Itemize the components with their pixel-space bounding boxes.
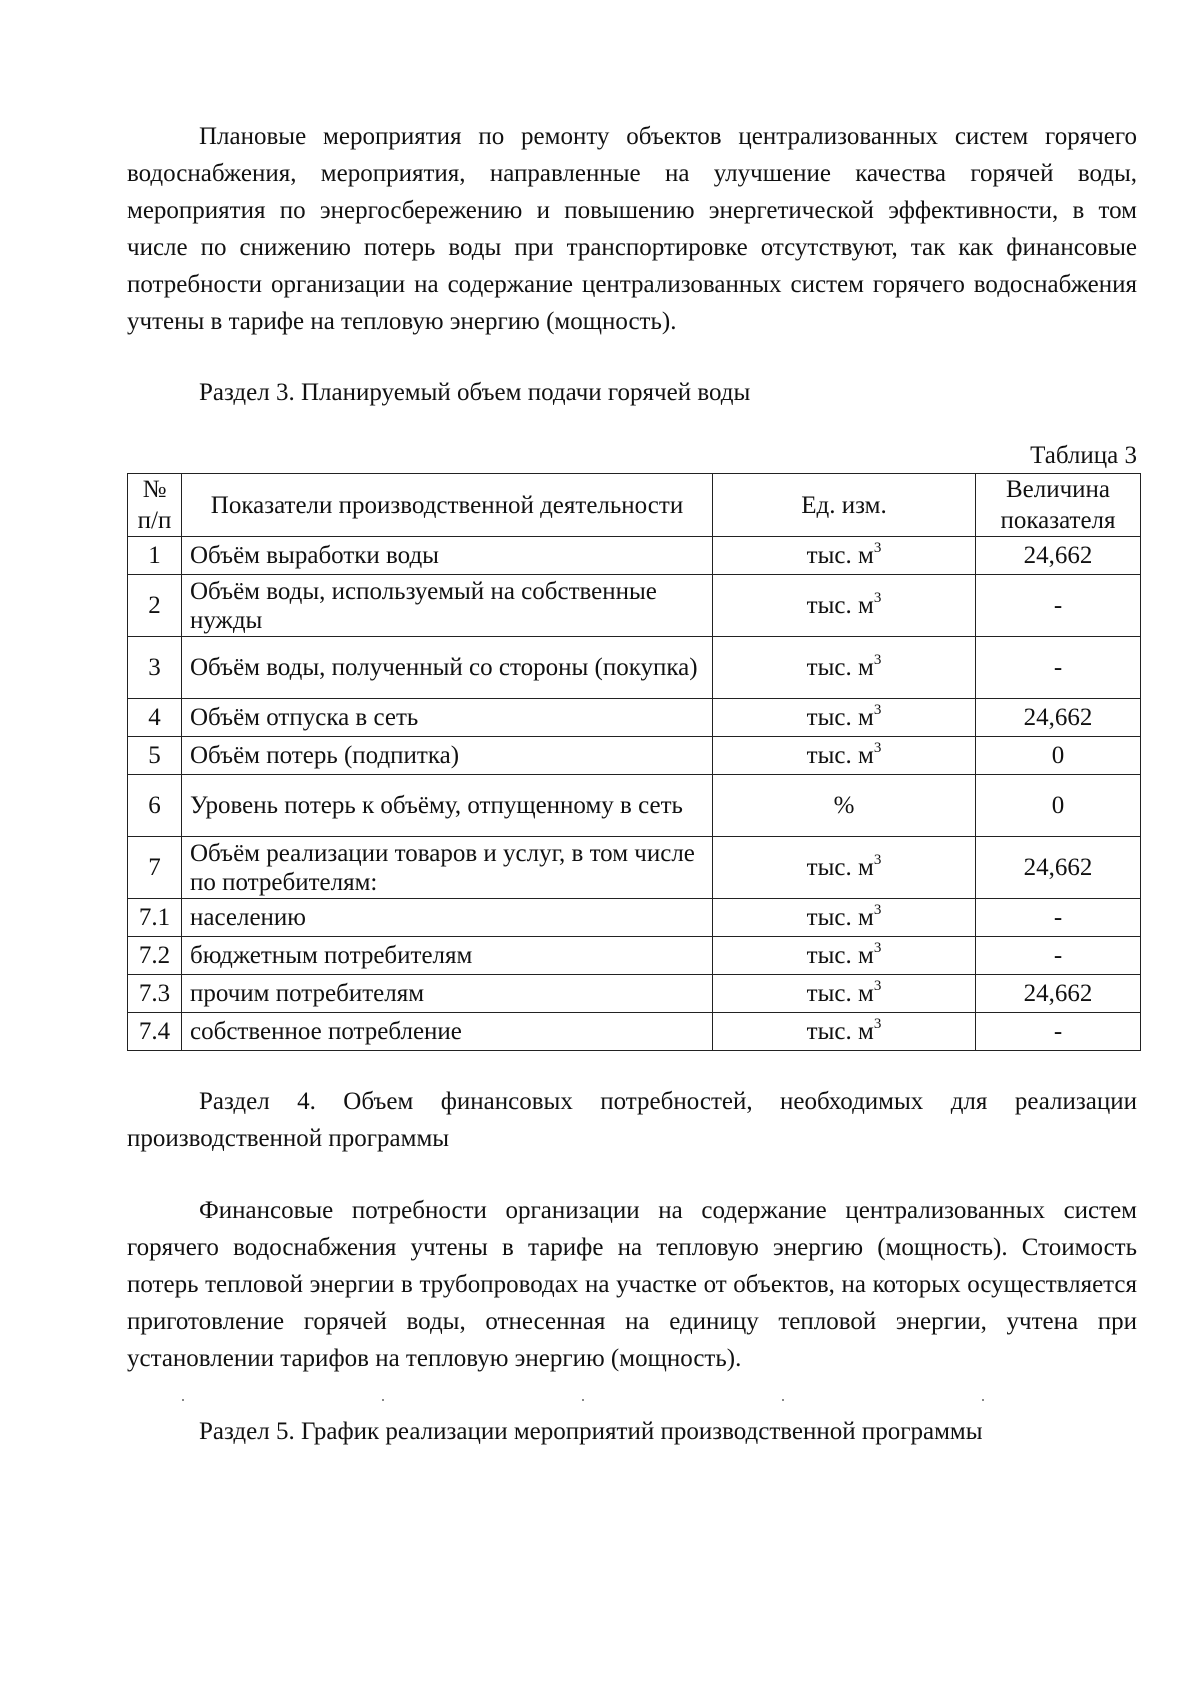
unit-base: тыс. м (806, 704, 874, 731)
row-unit (713, 937, 976, 975)
section-3-title: Раздел 3. Планируемый объем подачи горячей воды (199, 379, 751, 406)
unit-superscript: 3 (873, 739, 882, 756)
unit-base: тыс. м (806, 742, 874, 769)
unit-base: тыс. м (806, 980, 874, 1007)
unit-superscript: 3 (873, 589, 882, 606)
row-value: - (976, 937, 1141, 975)
row-value: 24,662 (976, 837, 1141, 899)
table-row (128, 1013, 1141, 1051)
unit-base: тыс. м (806, 854, 874, 881)
row-num: 6 (128, 775, 182, 837)
row-unit (713, 737, 976, 775)
row-unit (713, 699, 976, 737)
table-row (128, 937, 1141, 975)
unit-base: тыс. м (806, 654, 874, 681)
table-caption: Таблица 3 (1030, 442, 1137, 469)
row-value: 0 (976, 775, 1141, 837)
row-name: Объём отпуска в сеть (182, 699, 713, 737)
row-unit (713, 1013, 976, 1051)
table-row (128, 975, 1141, 1013)
unit-superscript: 3 (873, 701, 882, 718)
row-unit (713, 537, 976, 575)
unit-superscript: 3 (873, 939, 882, 956)
row-value: 24,662 (976, 537, 1141, 575)
document-page (127, 118, 1137, 1450)
row-name: Объём воды, полученный со стороны (покупка) (182, 637, 713, 699)
table-row (128, 537, 1141, 575)
row-num: 7.1 (128, 899, 182, 937)
table-row (128, 637, 1141, 699)
intro-paragraph: Плановые мероприятия по ремонту объектов централизованных систем горячего водоснабжения, мероприятия, направленные на улучшение качества горячей воды, мероприятия по энергосбережению и повышению энергетической эффективности, в том числе по снижению потерь воды при транспортировке отсутствуют, так как финансовые потребности организации на содержание централизованных систем горячего водоснабжения учтены в тарифе на тепловую энергию (мощность). (127, 123, 1137, 335)
unit-superscript: 3 (873, 901, 882, 918)
row-value: 24,662 (976, 975, 1141, 1013)
row-name: Объём потерь (подпитка) (182, 737, 713, 775)
table-row (128, 899, 1141, 937)
unit-base: тыс. м (806, 942, 874, 969)
header-num: № п/п (128, 474, 182, 537)
row-num: 5 (128, 737, 182, 775)
row-name: населению (182, 899, 713, 937)
row-unit (713, 637, 976, 699)
unit-superscript: 3 (873, 977, 882, 994)
row-name: Уровень потерь к объёму, отпущенному в сеть (182, 775, 713, 837)
row-name: Объём выработки воды (182, 537, 713, 575)
row-value: - (976, 575, 1141, 637)
row-num: 7.2 (128, 937, 182, 975)
unit-base: тыс. м (806, 1018, 874, 1045)
row-name: бюджетным потребителям (182, 937, 713, 975)
production-indicators-table (127, 473, 1141, 1051)
unit-superscript: 3 (873, 539, 882, 556)
unit-superscript: 3 (873, 851, 882, 868)
unit-superscript: 3 (873, 1015, 882, 1032)
row-unit: % (713, 775, 976, 837)
row-num: 7.3 (128, 975, 182, 1013)
table-row (128, 837, 1141, 899)
row-num: 2 (128, 575, 182, 637)
row-value: - (976, 637, 1141, 699)
row-num: 3 (128, 637, 182, 699)
section-4-title: Раздел 4. Объем финансовых потребностей, необходимых для реализации производственной программы (127, 1088, 1137, 1152)
header-value: Величина показателя (976, 474, 1141, 537)
row-num: 1 (128, 537, 182, 575)
scan-dots (127, 1385, 1137, 1413)
unit-base: тыс. м (806, 542, 874, 569)
row-value: 0 (976, 737, 1141, 775)
header-name: Показатели производственной деятельности (182, 474, 713, 537)
row-name: прочим потребителям (182, 975, 713, 1013)
row-name: Объём реализации товаров и услуг, в том числе по потребителям: (182, 837, 713, 899)
row-num: 4 (128, 699, 182, 737)
table-body (128, 537, 1141, 1051)
table-row (128, 737, 1141, 775)
unit-superscript: 3 (873, 651, 882, 668)
table-header-row (128, 474, 1141, 537)
row-unit (713, 575, 976, 637)
financial-paragraph: Финансовые потребности организации на содержание централизованных систем горячего водоснабжения учтены в тарифе на тепловую энергию (мощность). Стоимость потерь тепловой энергии в трубопроводах на участке от объектов, на которых осуществляется приготовление горячей воды, отнесенная на единицу тепловой энергии, учтена при установлении тарифов на тепловую энергию (мощность). (127, 1197, 1137, 1372)
row-value: - (976, 1013, 1141, 1051)
header-unit: Ед. изм. (713, 474, 976, 537)
row-unit (713, 837, 976, 899)
table-row (128, 699, 1141, 737)
row-value: - (976, 899, 1141, 937)
unit-base: тыс. м (806, 592, 874, 619)
row-name: Объём воды, используемый на собственные нужды (182, 575, 713, 637)
row-unit (713, 899, 976, 937)
table-row (128, 775, 1141, 837)
row-value: 24,662 (976, 699, 1141, 737)
unit-base: тыс. м (806, 904, 874, 931)
section-5-title: Раздел 5. График реализации мероприятий производственной программы (199, 1418, 983, 1445)
table-row (128, 575, 1141, 637)
row-name: собственное потребление (182, 1013, 713, 1051)
row-num: 7 (128, 837, 182, 899)
row-num: 7.4 (128, 1013, 182, 1051)
row-unit (713, 975, 976, 1013)
